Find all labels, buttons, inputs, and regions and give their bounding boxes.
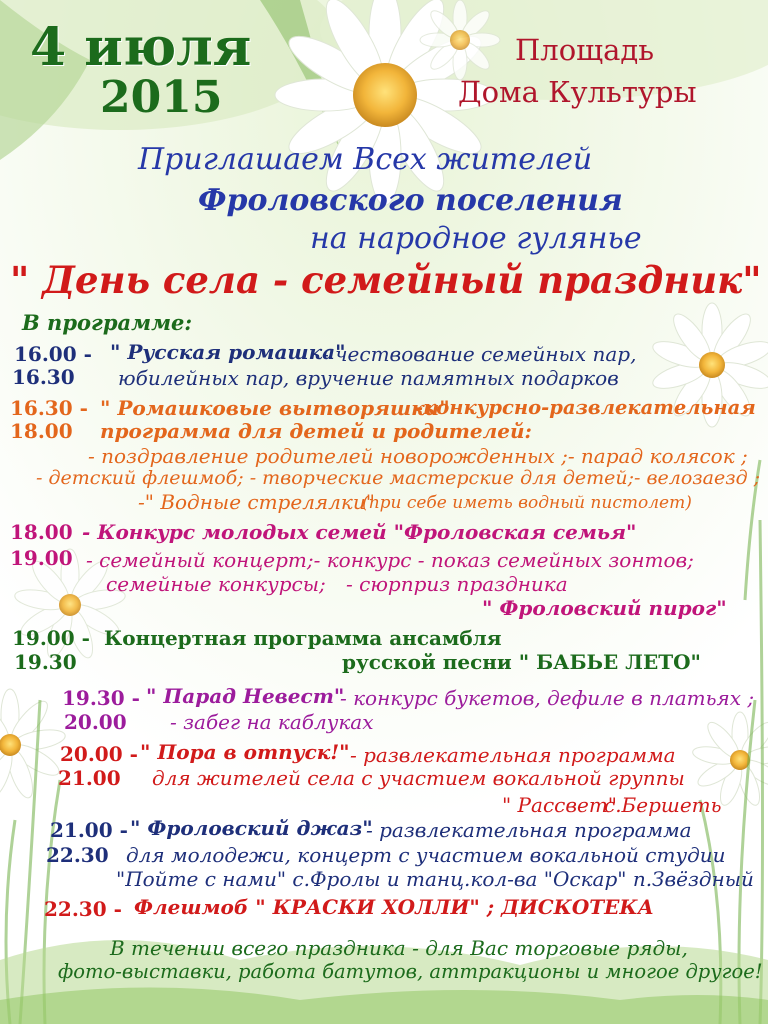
event-desc: "Пойте с нами" с.Фролы и танц.кол-ва "Оскар" п.Звёздный: [116, 867, 754, 891]
daisy-small-icon: [420, 0, 500, 80]
place-line2: Дома Культуры: [458, 75, 697, 109]
time-start: 18.00: [10, 520, 73, 544]
event-desc: - развлекательная программа: [366, 818, 692, 842]
event-name: " Пора в отпуск!": [140, 740, 350, 764]
time-start: 16.00 -: [14, 342, 92, 366]
event-desc: - поздравление родителей новорожденных ;- парад колясок ;: [88, 444, 748, 468]
event-name: - Конкурс молодых семей "Фроловская семья": [82, 520, 637, 544]
event-desc: -" Водные стрелялки": [138, 490, 375, 514]
event-desc: -конкурсно-развлекательная: [415, 396, 756, 419]
event-desc: - сюрприз праздника: [346, 572, 568, 596]
time-end: 20.00: [64, 710, 127, 734]
date-line1: 4 июля: [30, 17, 252, 78]
time-start: 19.00 -: [12, 626, 90, 650]
event-desc: - конкурс букетов, дефиле в платьях ;: [340, 686, 755, 710]
event-desc: - чествование семейных пар,: [322, 342, 637, 366]
event-desc: - забег на каблуках: [170, 710, 374, 734]
time-end: 19.00: [10, 546, 73, 570]
event-desc: для молодежи, концерт с участием вокальной студии: [126, 843, 726, 867]
time-end: 19.30: [14, 650, 77, 674]
event-title: " День села - семейный праздник": [10, 258, 762, 302]
event-desc: для жителей села с участием вокальной группы: [152, 766, 685, 790]
time-end: 18.00: [10, 419, 73, 443]
invitation-line1: Приглашаем Всех жителей: [138, 142, 593, 177]
event-desc: семейные конкурсы;: [106, 572, 326, 596]
time-end: 16.30: [12, 365, 75, 389]
invitation-line3: на народное гулянье: [310, 221, 642, 256]
event-name: " Русская ромашка": [110, 340, 346, 364]
event-name: Концертная программа ансамбля: [104, 626, 502, 650]
date-line2: 2015: [100, 72, 223, 123]
event-desc: - семейный концерт;- конкурс - показ семейных зонтов;: [86, 548, 694, 572]
event-note: (при себе иметь водный пистолет): [362, 493, 692, 513]
event-desc: русской песни " БАБЬЕ ЛЕТО": [342, 650, 701, 674]
event-desc: " Фроловский пирог": [482, 596, 727, 620]
time-start: 16.30 -: [10, 396, 88, 420]
event-desc: - детский флешмоб; - творческие мастерские для детей;- велозаезд ;: [36, 467, 761, 489]
time-start: 22.30 -: [44, 897, 122, 921]
time-start: 19.30 -: [62, 686, 140, 710]
event-desc: - развлекательная программа: [350, 743, 676, 767]
event-name: " Фроловский джаз": [130, 816, 373, 840]
event-desc: юбилейных пар, вручение памятных подарков: [118, 366, 619, 390]
time-end: 21.00: [58, 766, 121, 790]
place-line1: Площадь: [515, 33, 655, 67]
footer-line2: фото-выставки, работа батутов, аттракционы и многое другое!: [58, 960, 763, 983]
event-desc: " Рассвет": [502, 793, 617, 817]
time-start: 20.00 -: [60, 742, 138, 766]
footer-line1: В течении всего праздника - для Вас торговые ряды,: [110, 936, 688, 960]
invitation-line2: Фроловского поселения: [198, 183, 623, 218]
event-name: " Ромашковые вытворяшки": [100, 396, 450, 420]
program-label: В программе:: [22, 310, 193, 335]
time-start: 21.00 -: [50, 818, 128, 842]
event-name: " Парад Невест": [146, 684, 345, 708]
event-desc: с.Бершеть: [604, 793, 722, 817]
event-desc: программа для детей и родителей:: [100, 419, 532, 443]
event-name: Флешмоб " КРАСКИ ХОЛЛИ" ; ДИСКОТЕКА: [134, 895, 654, 919]
time-end: 22.30: [46, 843, 109, 867]
